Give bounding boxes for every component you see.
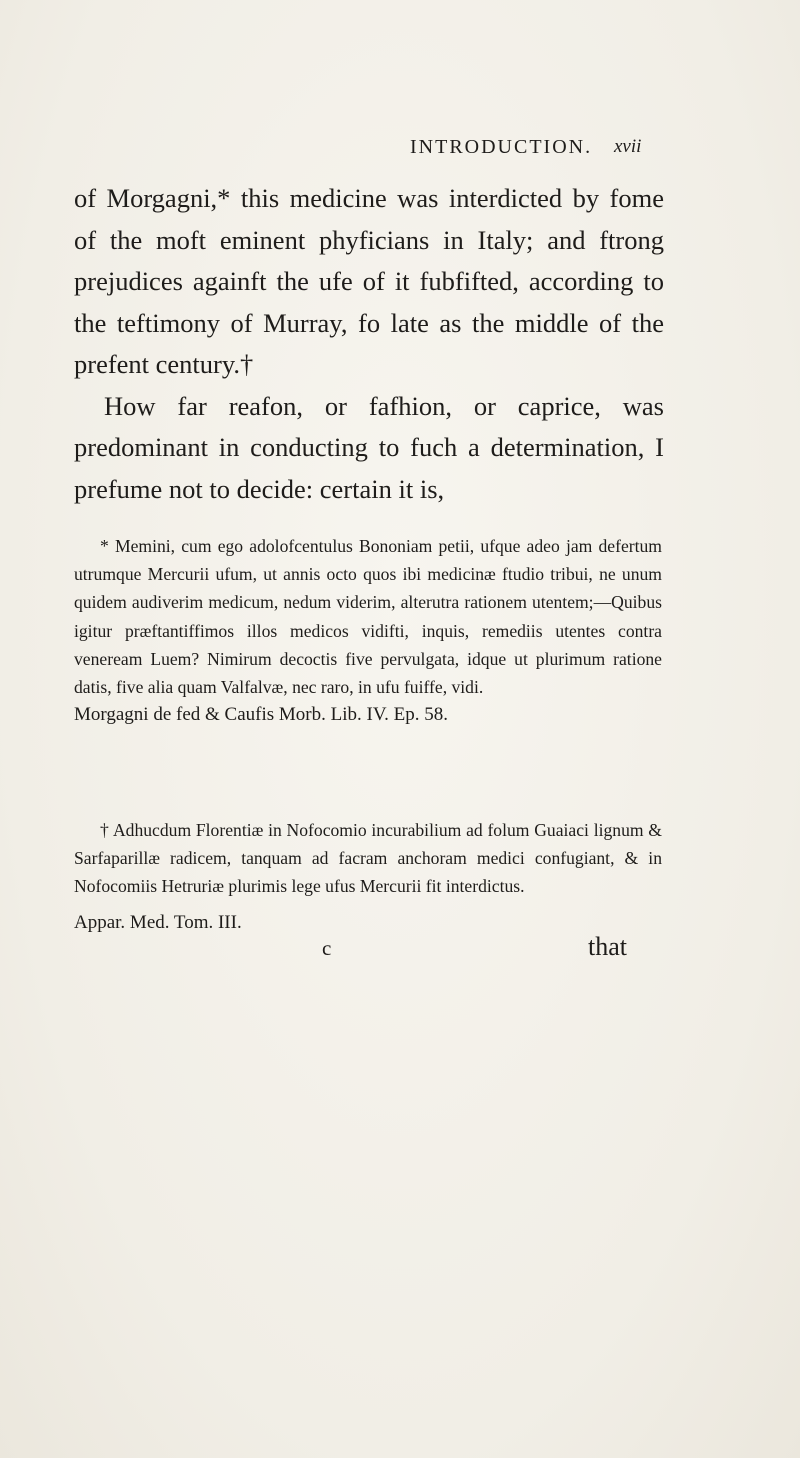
footnote-text: † Adhucdum Florentiæ in Nofocomio incurabilium ad folum Guaiaci lignum & Sarfaparillæ radicem, tanquam ad facram anchoram medici confugiant, & in Nofocomiis Hetruriæ plurimis lege ufus Mercurii fit interdictus. bbox=[74, 820, 662, 897]
footnote-citation: Appar. Med. Tom. III. bbox=[74, 911, 242, 933]
footnote bbox=[74, 532, 662, 729]
running-title: INTRODUCTION. bbox=[410, 136, 593, 158]
footnote bbox=[74, 816, 662, 937]
paragraph: How far reafon, or fafhion, or caprice, was predominant in conducting to fuch a determination, I prefume not to decide: certain it is, bbox=[74, 390, 664, 504]
footnote-citation: Morgagni de fed & Caufis Morb. Lib. IV. Ep. 58. bbox=[74, 704, 448, 726]
catchword: that bbox=[588, 932, 627, 961]
footnote-text: * Memini, cum ego adolofcentulus Bononiam petii, ufque adeo jam defertum utrumque Mercurii ufum, ut annis octo quos ibi medicinæ ftudio tribui, ne unum quidem audiverim medicum, nedum viderim, alterutra rationem utentem;—Quibus igitur præftantiffimos illos medicos vidifti, inquis, remediis utentes contra venеream Luem? Nimirum decoctis five pervulgata, idque ut plurimum ratione datis, five alia quam Valfalvæ, nec raro, in ufu fuiffe, vidi. bbox=[74, 536, 662, 698]
page-footer bbox=[0, 932, 800, 976]
main-text bbox=[74, 178, 664, 510]
paragraph: of Morgagni,* this medicine was interdicted by fome of the moft eminent phyficians in Italy; and ftrong prejudices againft the ufe of it fubfifted, according to the teftimony of Murray, fo late as the middle of the prefent century.† bbox=[74, 183, 664, 379]
page-number: xvii bbox=[614, 136, 642, 157]
running-head bbox=[0, 136, 800, 176]
signature-mark: c bbox=[322, 936, 332, 960]
